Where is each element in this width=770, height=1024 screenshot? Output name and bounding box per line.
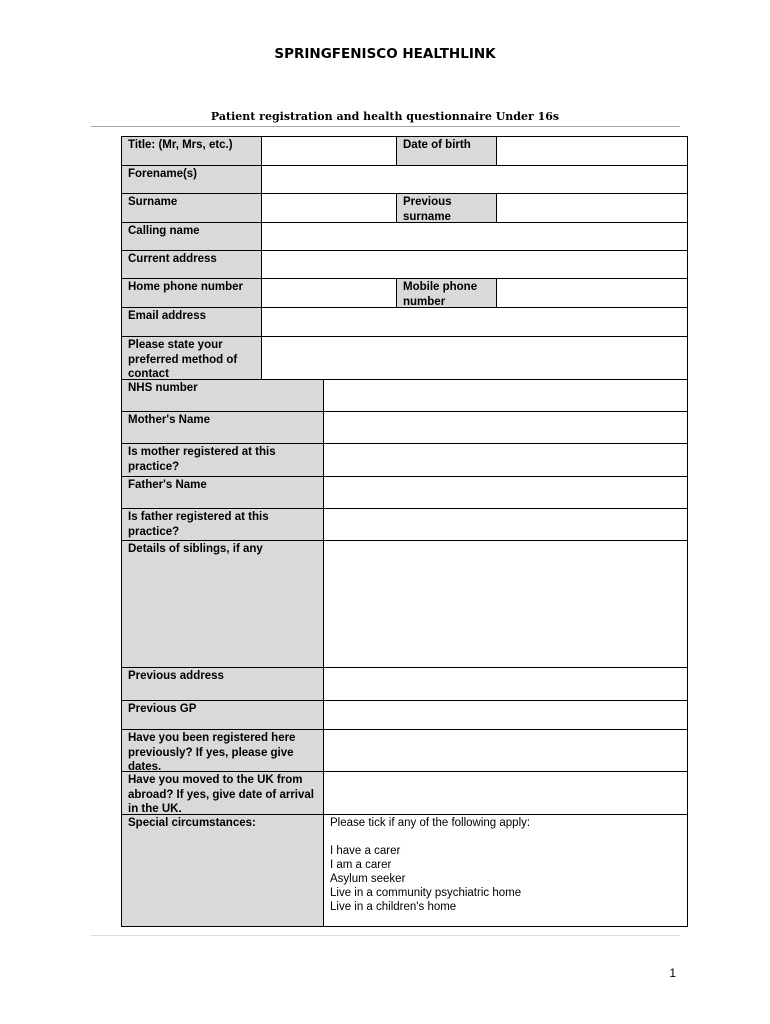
previous-address-field[interactable] (323, 667, 688, 701)
current-address-field[interactable] (261, 250, 688, 279)
option-psychiatric-home[interactable]: Live in a community psychiatric home (330, 887, 522, 899)
special-circumstances-instruction: Please tick if any of the following apply: (330, 817, 531, 829)
title-field[interactable] (261, 136, 397, 166)
dob-field[interactable] (496, 136, 688, 166)
mothers-name-field[interactable] (323, 411, 688, 444)
home-phone-field[interactable] (261, 278, 397, 308)
siblings-label: Details of siblings, if any (121, 540, 324, 668)
mobile-phone-field[interactable] (496, 278, 688, 308)
previous-surname-label: Previous surname (396, 193, 497, 223)
fathers-name-field[interactable] (323, 476, 688, 509)
mother-registered-label: Is mother registered at this practice? (121, 443, 324, 477)
mothers-name-label: Mother's Name (121, 411, 324, 444)
contact-method-field[interactable] (261, 336, 688, 380)
nhs-number-field[interactable] (323, 379, 688, 412)
forenames-label: Forename(s) (121, 165, 262, 194)
mother-registered-field[interactable] (323, 443, 688, 477)
surname-label: Surname (121, 193, 262, 223)
moved-uk-label: Have you moved to the UK from abroad? If yes, give date of arrival in the UK. (121, 771, 324, 815)
footer-divider (91, 935, 680, 936)
email-field[interactable] (261, 307, 688, 337)
fathers-name-label: Father's Name (121, 476, 324, 509)
previous-gp-label: Previous GP (121, 700, 324, 730)
previous-surname-field[interactable] (496, 193, 688, 223)
contact-method-label: Please state your preferred method of contact (121, 336, 262, 380)
registered-previously-label: Have you been registered here previously? If yes, please give dates. (121, 729, 324, 772)
email-label: Email address (121, 307, 262, 337)
mobile-phone-label: Mobile phone number (396, 278, 497, 308)
home-phone-label: Home phone number (121, 278, 262, 308)
surname-field[interactable] (261, 193, 397, 223)
calling-name-field[interactable] (261, 222, 688, 251)
father-registered-label: Is father registered at this practice? (121, 508, 324, 541)
forenames-field[interactable] (261, 165, 688, 194)
previous-gp-field[interactable] (323, 700, 688, 730)
nhs-number-label: NHS number (121, 379, 324, 412)
title-label: Title: (Mr, Mrs, etc.) (121, 136, 262, 166)
dob-label: Date of birth (396, 136, 497, 166)
practice-name: SPRINGFENISCO HEALTHLINK (274, 46, 496, 62)
option-childrens-home[interactable]: Live in a children's home (330, 901, 457, 913)
option-asylum-seeker[interactable]: Asylum seeker (330, 873, 406, 885)
form-title: Patient registration and health questionnaire Under 16s (210, 110, 560, 123)
calling-name-label: Calling name (121, 222, 262, 251)
moved-uk-field[interactable] (323, 771, 688, 815)
header-divider (91, 126, 680, 127)
special-circumstances-field (323, 814, 688, 927)
previous-address-label: Previous address (121, 667, 324, 701)
registered-previously-field[interactable] (323, 729, 688, 772)
option-am-carer[interactable]: I am a carer (330, 859, 392, 871)
siblings-field[interactable] (323, 540, 688, 668)
special-circumstances-label: Special circumstances: (121, 814, 324, 927)
current-address-label: Current address (121, 250, 262, 279)
option-have-carer[interactable]: I have a carer (330, 845, 401, 857)
father-registered-field[interactable] (323, 508, 688, 541)
page-number: 1 (669, 966, 676, 980)
